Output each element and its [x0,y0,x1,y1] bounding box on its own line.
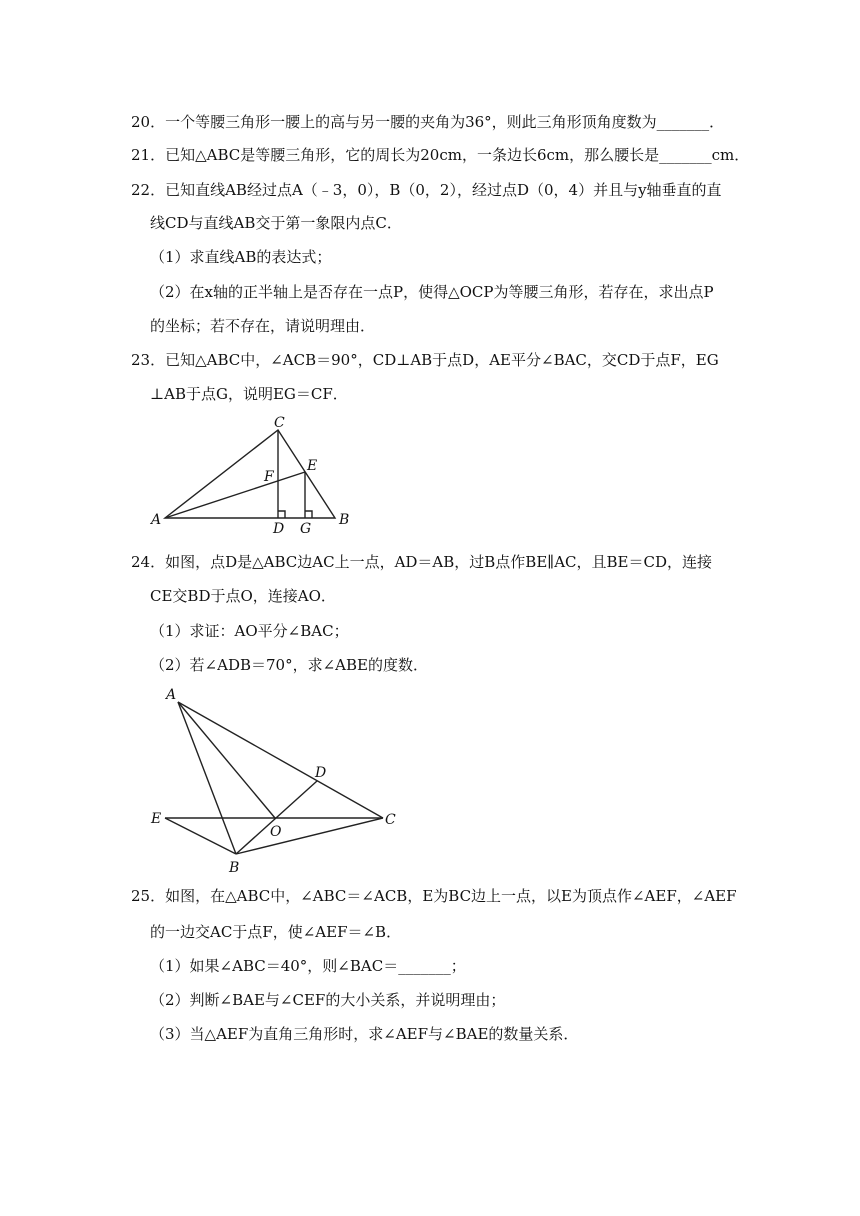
question-24-part-2: （2）若∠ADB＝70°，求∠ABE的度数． [150,656,428,674]
label-b: B [229,860,240,875]
segment-eb [165,818,236,854]
label-d: D [315,765,327,781]
label-c: C [274,415,285,431]
question-22-part-2b: 的坐标；若不存在，请说明理由． [150,317,376,335]
segment-ab [178,702,236,854]
question-24-part-1: （1）求证：AO平分∠BAC； [150,622,349,640]
label-b: B [339,512,350,528]
question-22-line-1: 22．已知直线AB经过点A（﹣3，0），B（0，2），经过点D（0，4）并且与y轴垂直的直 [131,181,722,199]
label-o: O [270,824,282,840]
segment-ao [178,702,275,818]
label-e: E [307,458,318,474]
label-a: A [166,687,177,703]
figure-23-triangle [140,410,380,535]
question-23-line-2: ⊥AB于点G，说明EG＝CF． [150,385,348,403]
question-22-part-1: （1）求直线AB的表达式； [150,248,332,266]
question-25-line-2: 的一边交AC于点F，使∠AEF＝∠B． [150,923,402,941]
right-angle-mark-d [278,511,285,518]
question-25-part-3: （3）当△AEF为直角三角形时，求∠AEF与∠BAE的数量关系． [150,1025,579,1043]
right-angle-mark-g [305,511,312,518]
question-23-line-1: 23．已知△ABC中，∠ACB＝90°，CD⊥AB于点D，AE平分∠BAC，交CD于点F，EG [131,351,719,369]
question-22-line-2: 线CD与直线AB交于第一象限内点C． [150,214,402,232]
label-f: F [264,469,274,485]
question-25-part-1: （1）如果∠ABC＝40°，则∠BAC＝_______； [150,957,466,975]
question-24-line-2: CE交BD于点O，连接AO． [150,587,336,605]
question-22-part-2a: （2）在x轴的正半轴上是否存在一点P，使得△OCP为等腰三角形，若存在，求出点P [150,283,714,301]
label-a: A [151,512,162,528]
segment-ac [178,702,383,818]
figure-24-triangle [145,685,405,875]
question-25-part-2: （2）判断∠BAE与∠CEF的大小关系，并说明理由； [150,991,506,1009]
label-c: C [385,812,396,828]
label-d: D [273,521,285,535]
label-e: E [151,811,162,827]
question-25-line-1: 25．如图，在△ABC中，∠ABC＝∠ACB，E为BC边上一点，以E为顶点作∠AEF，∠AEF [131,887,737,905]
segment-bc [236,818,383,854]
question-21: 21．已知△ABC是等腰三角形，它的周长为20cm，一条边长6cm，那么腰长是_______cm． [131,146,750,164]
question-24-line-1: 24．如图，点D是△ABC边AC上一点，AD＝AB，过B点作BE∥AC，且BE＝CD，连接 [131,553,712,571]
label-g: G [300,521,312,535]
question-20: 20．一个等腰三角形一腰上的高与另一腰的夹角为36°，则此三角形顶角度数为_______． [131,113,725,131]
triangle-abc [165,430,335,518]
